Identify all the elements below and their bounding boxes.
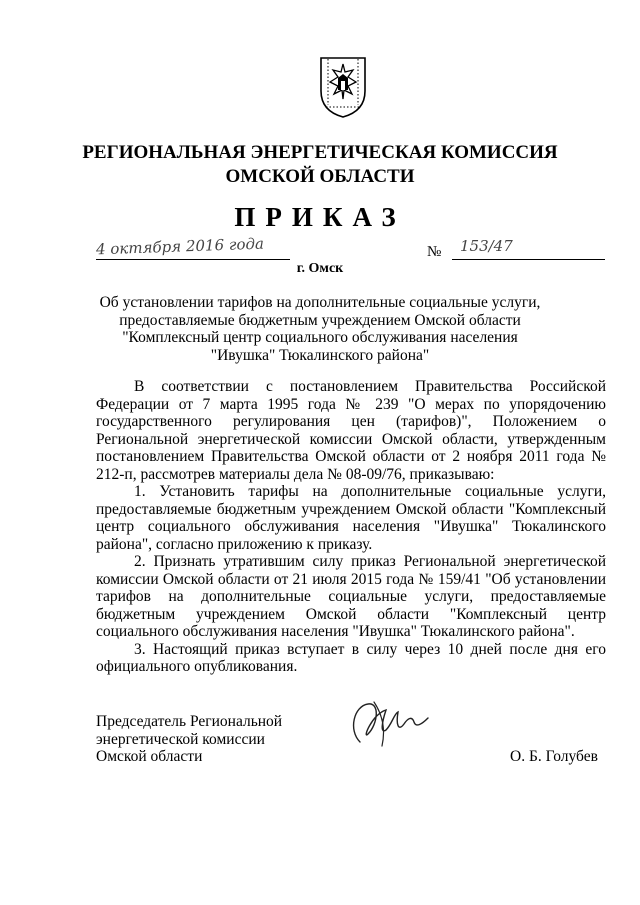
date-underline [96,259,290,260]
subject-line: "Комплексный центр социального обслуживания населения [122,329,518,346]
handwritten-date: 4 октября 2016 года [95,234,265,259]
subject-line: "Ивушка" Тюкалинского района" [210,346,430,364]
order-item-2: 2. Признать утратившим силу приказ Региональной энергетической комиссии Омской области от 21 июля 2015 года № 159/41 "Об установлении тарифов на дополнительные социальные услуги, предоставляемые бюджетным учреждением Омской области "Комплексный центр социального обслуживания населения "Ивушка" Тюкалинского района". [96,553,606,640]
order-item-1: 1. Установить тарифы на дополнительные социальные услуги, предоставляемые бюджетным учреждением Омской области "Комплексный центр социального обслуживания населения "Ивушка" Тюкалинского района", согласно приложению к приказу. [96,483,606,553]
order-body [96,378,606,676]
organization-name-line2: ОМСКОЙ ОБЛАСТИ [225,166,415,187]
signer-position-line: энергетической комиссии [96,730,265,748]
signer-name: О. Б. Голубев [510,748,598,765]
subject-line: Об установлении тарифов на дополнительные социальные услуги, [99,294,541,311]
signer-position [96,713,282,766]
order-subject [90,294,550,364]
organization-name-line1: РЕГИОНАЛЬНАЯ ЭНЕРГЕТИЧЕСКАЯ КОМИССИЯ [82,142,558,163]
handwritten-number: 153/47 [460,237,513,255]
signer-position-line: Омской области [96,748,203,765]
signer-position-line: Председатель Региональной [96,713,283,730]
number-underline [452,259,605,260]
order-item-3: 3. Настоящий приказ вступает в силу через 10 дней после дня его официального опубликования. [96,640,606,675]
preamble-paragraph: В соответствии с постановлением Правительства Российской Федерации от 7 марта 1995 года № 239 "О мерах по упорядочению государственного регулирования цен (тарифов)", Положением о Региональной энергетической комиссии Омской области, утвержденным постановлением Правительства Омской области от 2 ноября 2011 года № 212-п, рассмотрев материалы дела № 08-09/76, приказываю: [96,378,606,483]
city-label: г. Омск [296,261,344,276]
subject-line: предоставляемые бюджетным учреждением Омской области [119,311,521,329]
document-title: ПРИКАЗ [234,202,406,232]
omsk-coat-of-arms-icon [318,55,368,119]
number-sign: № [427,244,442,260]
handwritten-signature [342,694,442,754]
